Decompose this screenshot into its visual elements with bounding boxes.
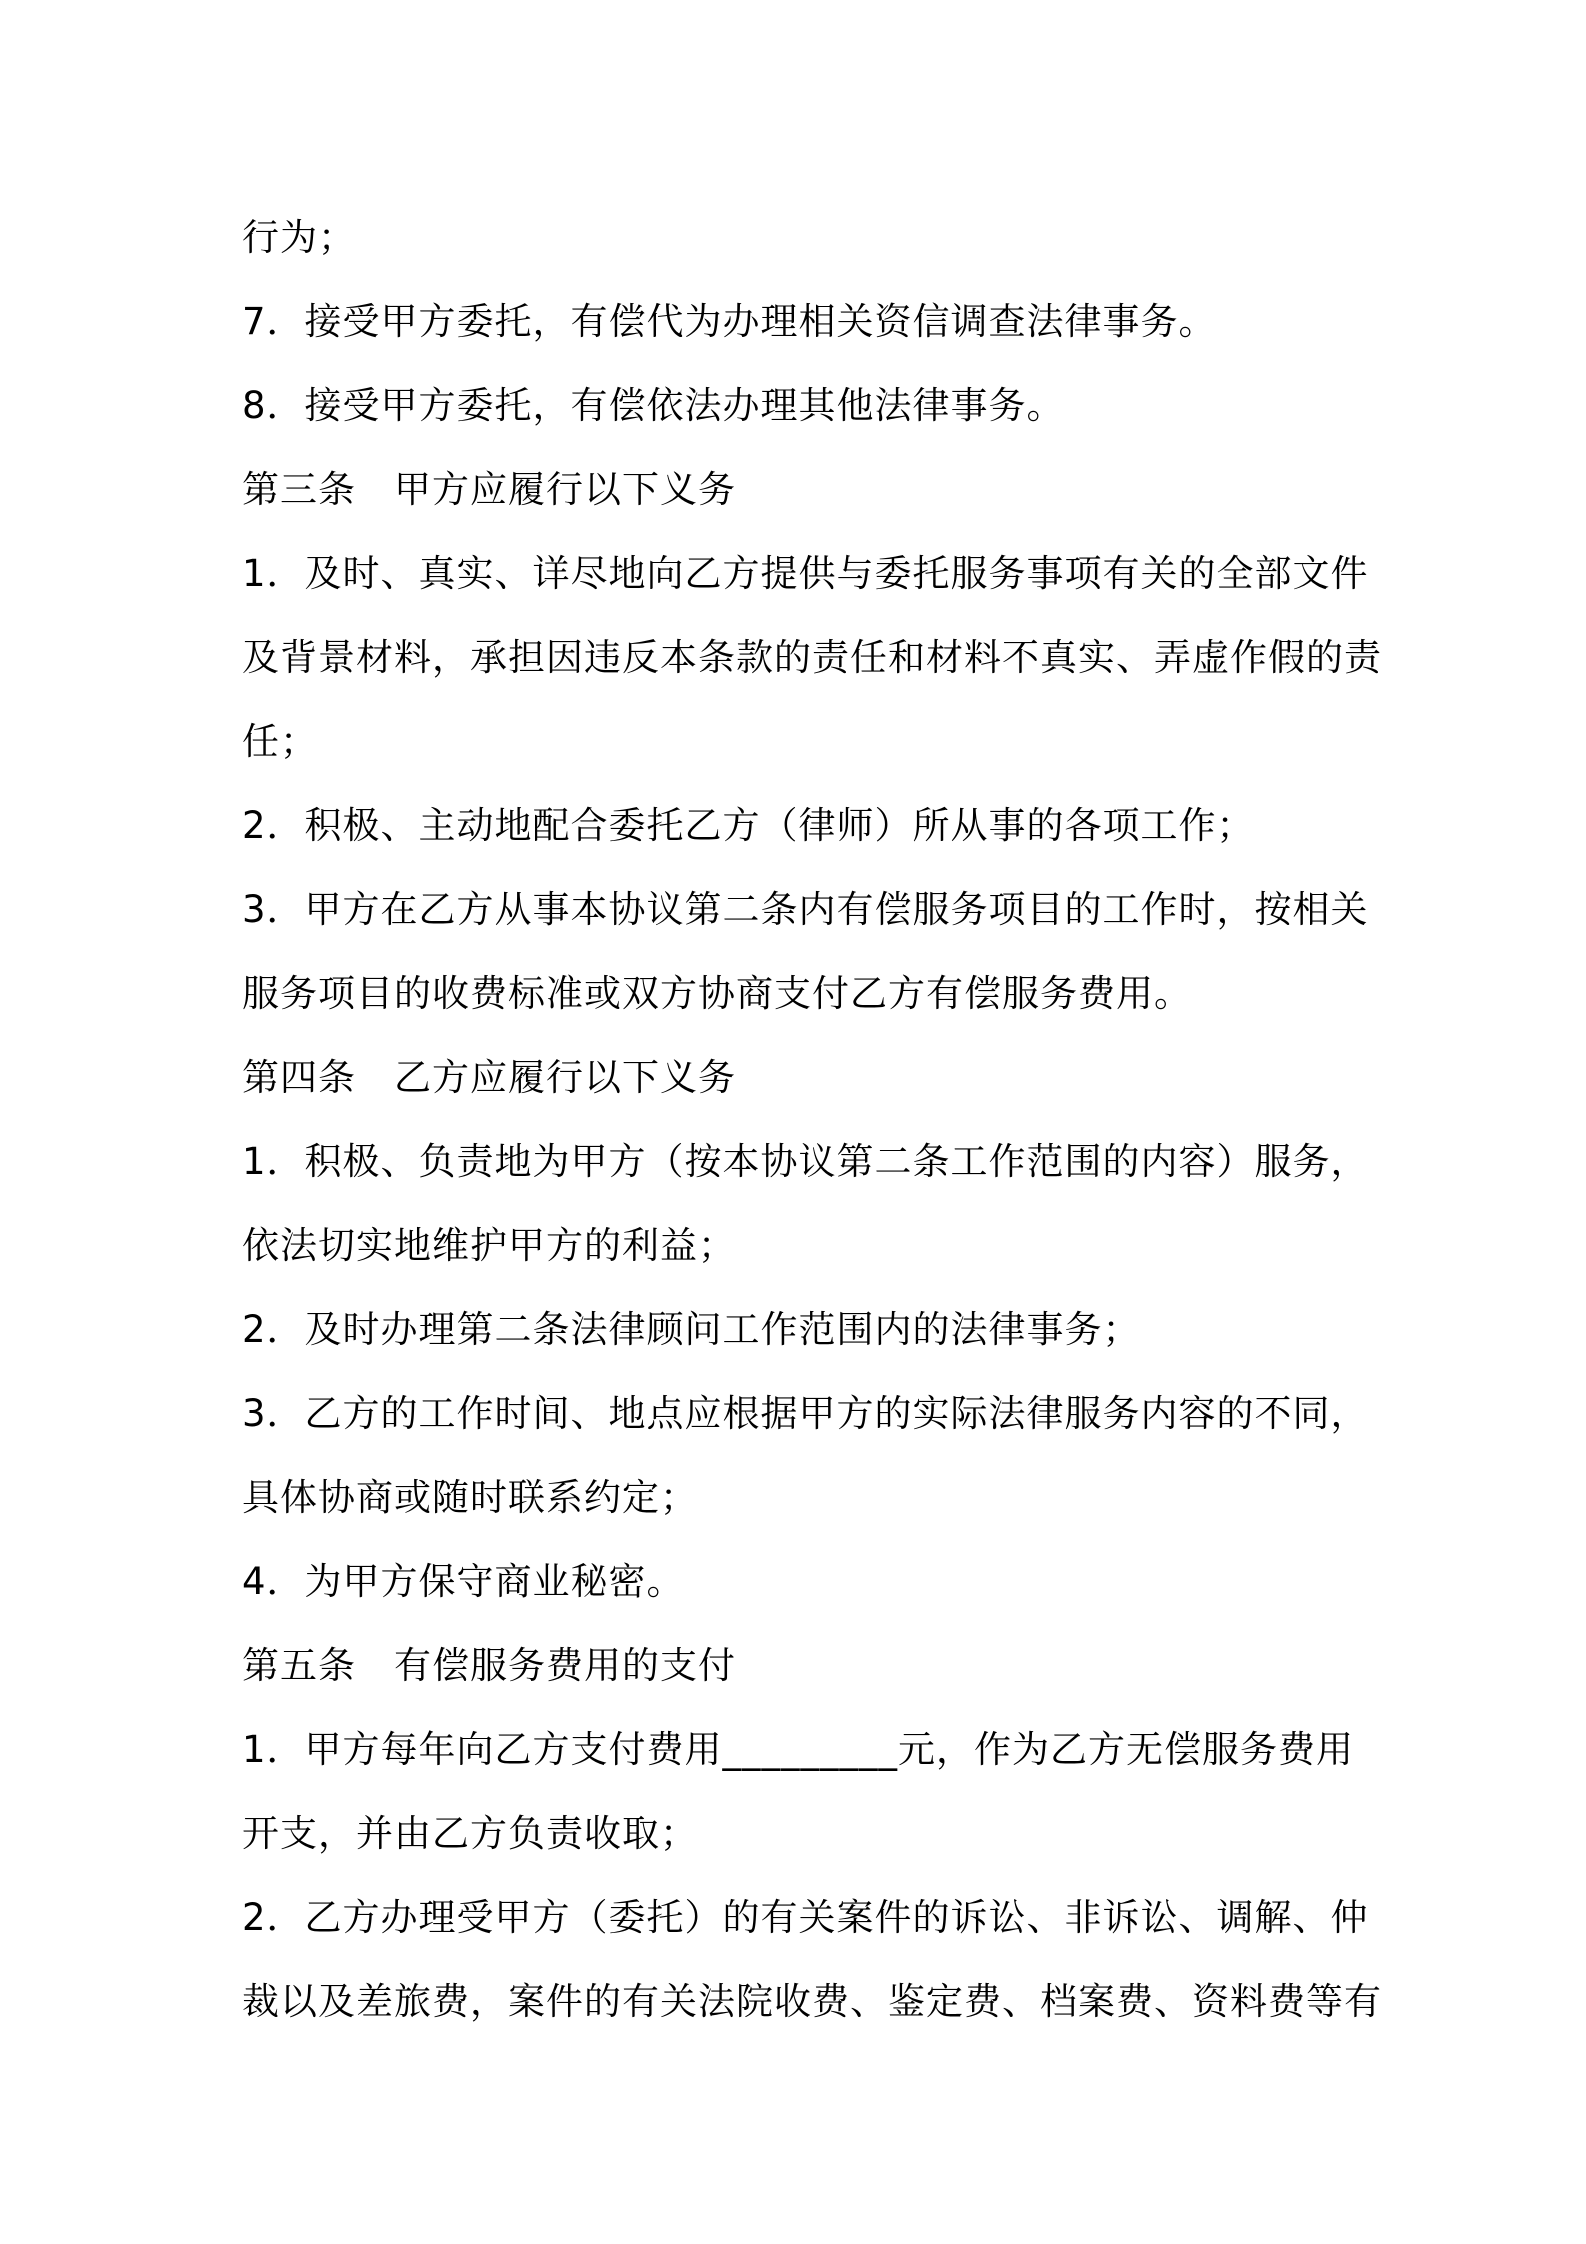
text-line: 具体协商或随时联系约定； [242,1476,698,1519]
document-page [242,196,1382,2044]
article-title: 乙方应履行以下义务 [394,1056,736,1099]
text-line: 及背景材料，承担因违反本条款的责任和材料不真实、弄虚作假的责 [242,636,1382,679]
text-line: 开支，并由乙方负责收取； [242,1812,698,1855]
text-line: 1．甲方每年向乙方支付费用_________元，作为乙方无偿服务费用 [242,1728,1355,1771]
text-line: 任； [242,720,318,763]
text-line: 1．积极、负责地为甲方（按本协议第二条工作范围的内容）服务， [242,1140,1369,1183]
article-label: 第三条 [242,468,356,511]
text-line: 裁以及差旅费，案件的有关法院收费、鉴定费、档案费、资料费等有 [242,1980,1382,2023]
article-title: 甲方应履行以下义务 [394,468,736,511]
article-heading [242,1624,1362,1708]
text-line: 8．接受甲方委托，有偿依法办理其他法律事务。 [242,384,1065,427]
text-line: 1．及时、真实、详尽地向乙方提供与委托服务事项有关的全部文件 [242,552,1369,595]
text-line: 服务项目的收费标准或双方协商支付乙方有偿服务费用。 [242,972,1192,1015]
text-line: 行为； [242,216,356,259]
text-line: 7．接受甲方委托，有偿代为办理相关资信调查法律事务。 [242,300,1217,343]
text-line: 依法切实地维护甲方的利益； [242,1224,736,1267]
text-line: 3．乙方的工作时间、地点应根据甲方的实际法律服务内容的不同， [242,1392,1369,1435]
text-line: 2．积极、主动地配合委托乙方（律师）所从事的各项工作； [242,804,1255,847]
text-line: 4．为甲方保守商业秘密。 [242,1560,685,1603]
text-line: 2．乙方办理受甲方（委托）的有关案件的诉讼、非诉讼、调解、仲 [242,1896,1369,1939]
article-heading [242,1036,1362,1120]
text-line: 3．甲方在乙方从事本协议第二条内有偿服务项目的工作时，按相关 [242,888,1369,931]
text-line: 2．及时办理第二条法律顾问工作范围内的法律事务； [242,1308,1141,1351]
article-heading [242,448,1362,532]
article-label: 第五条 [242,1644,356,1687]
article-title: 有偿服务费用的支付 [394,1644,736,1687]
article-label: 第四条 [242,1056,356,1099]
